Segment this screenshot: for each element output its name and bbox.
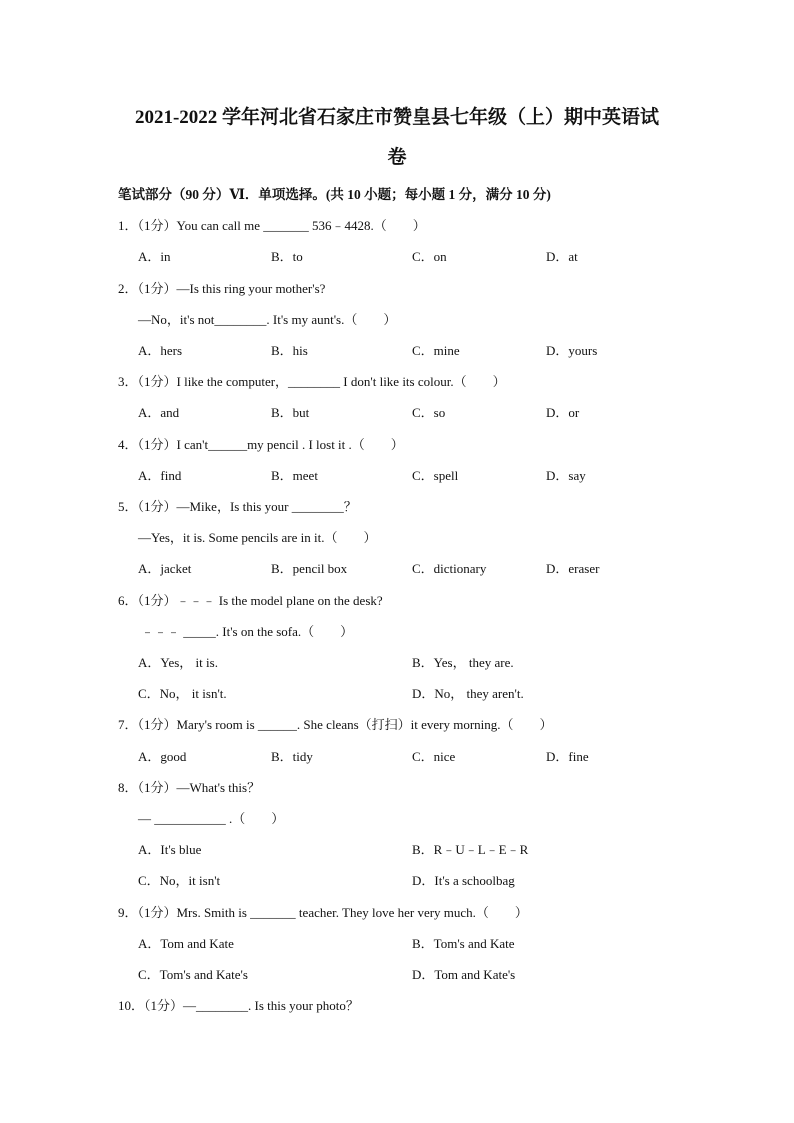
question-6-stem: 6．（1分）﹣﹣﹣ Is the model plane on the desk? bbox=[118, 593, 383, 608]
question-1-option-a: A．in bbox=[138, 249, 171, 264]
question-5-stem-line2: —Yes，it is. Some pencils are in it.（ ） bbox=[138, 530, 377, 545]
question-7-option-a: A．good bbox=[138, 749, 187, 764]
question-6-option-d: D．No， they aren't. bbox=[412, 686, 524, 701]
question-7-option-b: B．tidy bbox=[271, 749, 313, 764]
question-8-option-a: A．It's blue bbox=[138, 842, 202, 857]
question-6-option-a: A．Yes， it is. bbox=[138, 655, 218, 670]
question-3-option-b: B．but bbox=[271, 405, 310, 420]
question-4-option-c: C．spell bbox=[412, 468, 459, 483]
question-3-option-a: A．and bbox=[138, 405, 180, 420]
question-9-option-c: C．Tom's and Kate's bbox=[138, 967, 248, 982]
exam-title-line1: 2021-2022 学年河北省石家庄市赞皇县七年级（上）期中英语试 bbox=[134, 107, 660, 128]
question-4-option-b: B．meet bbox=[271, 468, 318, 483]
question-5-stem: 5．（1分）—Mike，Is this your ________？ bbox=[118, 499, 357, 514]
section-heading: 笔试部分（90 分）Ⅵ．单项选择。(共 10 小题；每小题 1 分，满分 10 分) bbox=[118, 187, 551, 202]
question-9-stem: 9．（1分）Mrs. Smith is _______ teacher. They love her very much.（ ） bbox=[118, 905, 528, 920]
question-4-option-d: D．say bbox=[546, 468, 586, 483]
question-3-stem: 3．（1分）I like the computer，________ I don't like its colour.（ ） bbox=[118, 374, 506, 389]
question-5-option-d: D．eraser bbox=[546, 561, 600, 576]
question-8-stem-line2: — ___________ .（ ） bbox=[138, 811, 285, 826]
question-5-option-b: B．pencil box bbox=[271, 561, 348, 576]
question-6-option-b: B．Yes， they are. bbox=[412, 655, 514, 670]
question-8-stem: 8．（1分）—What's this？ bbox=[118, 780, 261, 795]
question-7-stem: 7．（1分）Mary's room is ______. She cleans（打扫）it every morning.（ ） bbox=[118, 717, 553, 732]
question-7-option-c: C．nice bbox=[412, 749, 456, 764]
question-5-option-a: A．jacket bbox=[138, 561, 192, 576]
question-8-option-d: D．It's a schoolbag bbox=[412, 873, 515, 888]
question-3-option-d: D．or bbox=[546, 405, 580, 420]
question-5-option-c: C．dictionary bbox=[412, 561, 487, 576]
question-7-option-d: D．fine bbox=[546, 749, 589, 764]
question-2-stem-line2: —No，it's not________. It's my aunt's.（ ） bbox=[138, 312, 397, 327]
question-10-stem: 10．（1分）—________. Is this your photo？ bbox=[118, 998, 359, 1013]
question-2-stem: 2．（1分）—Is this ring your mother's? bbox=[118, 281, 326, 296]
question-3-option-c: C．so bbox=[412, 405, 446, 420]
question-8-option-c: C．No，it isn't bbox=[138, 873, 221, 888]
question-1-option-c: C．on bbox=[412, 249, 447, 264]
question-4-stem: 4．（1分）I can't______my pencil . I lost it .（ ） bbox=[118, 437, 404, 452]
question-2-option-b: B．his bbox=[271, 343, 308, 358]
question-2-option-c: C．mine bbox=[412, 343, 460, 358]
question-6-stem-line2: ﹣﹣﹣ _____. It's on the sofa.（ ） bbox=[141, 624, 354, 639]
question-9-option-d: D．Tom and Kate's bbox=[412, 967, 516, 982]
question-6-option-c: C．No， it isn't. bbox=[138, 686, 227, 701]
exam-title-line2: 卷 bbox=[387, 147, 407, 168]
question-2-option-d: D．yours bbox=[546, 343, 598, 358]
question-8-option-b: B．R﹣U﹣L﹣E﹣R bbox=[412, 842, 529, 857]
question-1-stem: 1．（1分）You can call me _______ 536﹣4428.（ ） bbox=[118, 218, 426, 233]
question-4-option-a: A．find bbox=[138, 468, 182, 483]
question-9-option-b: B．Tom's and Kate bbox=[412, 936, 515, 951]
question-1-option-b: B．to bbox=[271, 249, 303, 264]
question-1-option-d: D．at bbox=[546, 249, 578, 264]
question-9-option-a: A．Tom and Kate bbox=[138, 936, 234, 951]
question-2-option-a: A．hers bbox=[138, 343, 183, 358]
